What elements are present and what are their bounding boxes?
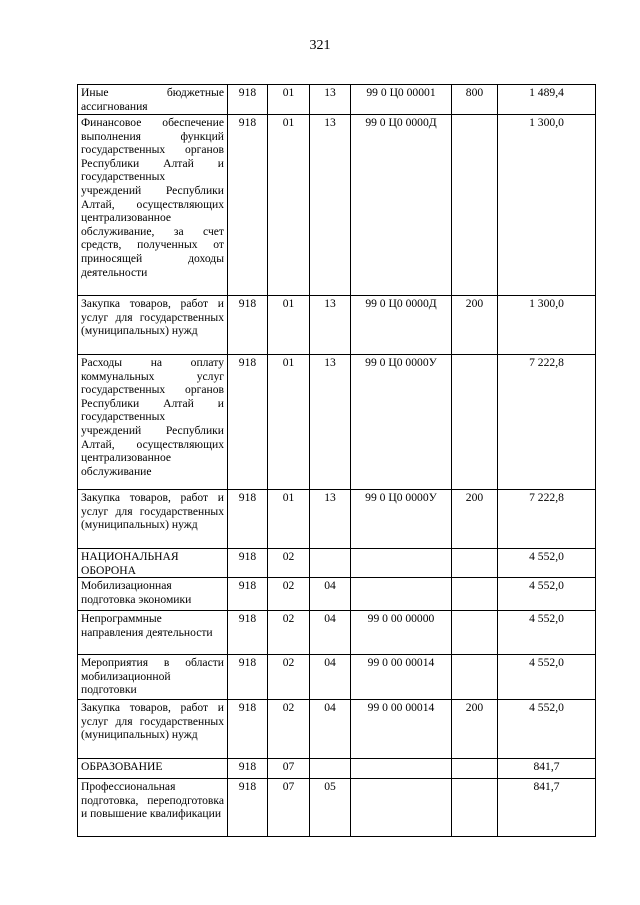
row-amount: 4 552,0	[498, 611, 596, 655]
row-name: Закупка товаров, работ и услуг для государственных (муниципальных) нужд	[78, 296, 228, 355]
table-row	[78, 490, 596, 549]
row-subsection-code: 04	[310, 700, 351, 759]
row-expense-type	[452, 655, 498, 700]
row-ved-code: 918	[228, 296, 268, 355]
row-ved-code: 918	[228, 355, 268, 490]
row-name: Закупка товаров, работ и услуг для государственных (муниципальных) нужд	[78, 490, 228, 549]
row-section-code: 01	[268, 85, 310, 115]
row-amount: 1 300,0	[498, 296, 596, 355]
row-amount: 841,7	[498, 759, 596, 779]
row-ved-code: 918	[228, 115, 268, 296]
row-amount: 4 552,0	[498, 700, 596, 759]
row-ved-code: 918	[228, 549, 268, 578]
row-subsection-code: 13	[310, 296, 351, 355]
row-name: Непрограммные направления деятельности	[78, 611, 228, 655]
table-row	[78, 578, 596, 611]
row-target-article: 99 0 Ц0 0000У	[351, 490, 452, 549]
row-target-article	[351, 759, 452, 779]
row-name: Профессиональная подготовка, переподготовка и повышение квалификации	[78, 779, 228, 837]
row-name: Иные бюджетные ассигнования	[78, 85, 228, 115]
table-row	[78, 549, 596, 578]
row-section-code: 02	[268, 655, 310, 700]
row-ved-code: 918	[228, 700, 268, 759]
row-subsection-code: 05	[310, 779, 351, 837]
row-expense-type: 200	[452, 700, 498, 759]
row-expense-type: 200	[452, 490, 498, 549]
row-amount: 7 222,8	[498, 355, 596, 490]
row-expense-type	[452, 115, 498, 296]
row-target-article: 99 0 00 00014	[351, 700, 452, 759]
row-section-code: 01	[268, 296, 310, 355]
row-subsection-code: 13	[310, 490, 351, 549]
row-amount: 1 300,0	[498, 115, 596, 296]
row-target-article: 99 0 00 00000	[351, 611, 452, 655]
row-expense-type: 800	[452, 85, 498, 115]
row-subsection-code: 13	[310, 85, 351, 115]
row-section-code: 01	[268, 490, 310, 549]
row-target-article	[351, 779, 452, 837]
row-subsection-code: 04	[310, 611, 351, 655]
row-target-article: 99 0 Ц0 0000Д	[351, 296, 452, 355]
row-section-code: 02	[268, 700, 310, 759]
row-subsection-code: 04	[310, 655, 351, 700]
row-expense-type	[452, 355, 498, 490]
row-name: Финансовое обеспечение выполнения функций государственных органов Республики Алтай и государственных учреждений Республики Алтай, осуществляющих централизованное обслуживание, за счет средств, полученных от приносящей доходы деятельности	[78, 115, 228, 296]
table-row	[78, 759, 596, 779]
row-target-article	[351, 549, 452, 578]
row-section-code: 01	[268, 115, 310, 296]
row-ved-code: 918	[228, 490, 268, 549]
row-subsection-code: 13	[310, 115, 351, 296]
row-name: Расходы на оплату коммунальных услуг государственных органов Республики Алтай и государственных учреждений Республики Алтай, осуществляющих централизованное обслуживание	[78, 355, 228, 490]
row-subsection-code: 13	[310, 355, 351, 490]
row-expense-type	[452, 578, 498, 611]
row-amount: 4 552,0	[498, 655, 596, 700]
row-section-code: 02	[268, 611, 310, 655]
row-name: Мобилизационная подготовка экономики	[78, 578, 228, 611]
row-expense-type	[452, 549, 498, 578]
row-ved-code: 918	[228, 85, 268, 115]
row-expense-type: 200	[452, 296, 498, 355]
row-ved-code: 918	[228, 759, 268, 779]
row-name: ОБРАЗОВАНИЕ	[78, 759, 228, 779]
table-row	[78, 655, 596, 700]
table-row	[78, 355, 596, 490]
row-amount: 4 552,0	[498, 578, 596, 611]
row-ved-code: 918	[228, 611, 268, 655]
row-section-code: 02	[268, 549, 310, 578]
row-target-article	[351, 578, 452, 611]
row-ved-code: 918	[228, 655, 268, 700]
row-amount: 1 489,4	[498, 85, 596, 115]
row-target-article: 99 0 Ц0 0000Д	[351, 115, 452, 296]
page-number: 321	[309, 38, 331, 53]
table-row	[78, 700, 596, 759]
row-subsection-code: 04	[310, 578, 351, 611]
row-amount: 841,7	[498, 779, 596, 837]
row-expense-type	[452, 611, 498, 655]
row-name: НАЦИОНАЛЬНАЯ ОБОРОНА	[78, 549, 228, 578]
row-name: Мероприятия в области мобилизационной подготовки	[78, 655, 228, 700]
row-subsection-code	[310, 549, 351, 578]
row-target-article: 99 0 Ц0 0000У	[351, 355, 452, 490]
row-ved-code: 918	[228, 578, 268, 611]
row-expense-type	[452, 779, 498, 837]
row-expense-type	[452, 759, 498, 779]
table-row	[78, 115, 596, 296]
row-section-code: 01	[268, 355, 310, 490]
table-row	[78, 296, 596, 355]
table-row	[78, 85, 596, 115]
row-name: Закупка товаров, работ и услуг для государственных (муниципальных) нужд	[78, 700, 228, 759]
row-amount: 7 222,8	[498, 490, 596, 549]
row-section-code: 07	[268, 759, 310, 779]
table-row	[78, 779, 596, 837]
row-section-code: 02	[268, 578, 310, 611]
row-amount: 4 552,0	[498, 549, 596, 578]
row-section-code: 07	[268, 779, 310, 837]
row-subsection-code	[310, 759, 351, 779]
budget-table	[77, 84, 596, 837]
table-row	[78, 611, 596, 655]
row-target-article: 99 0 00 00014	[351, 655, 452, 700]
row-target-article: 99 0 Ц0 00001	[351, 85, 452, 115]
row-ved-code: 918	[228, 779, 268, 837]
